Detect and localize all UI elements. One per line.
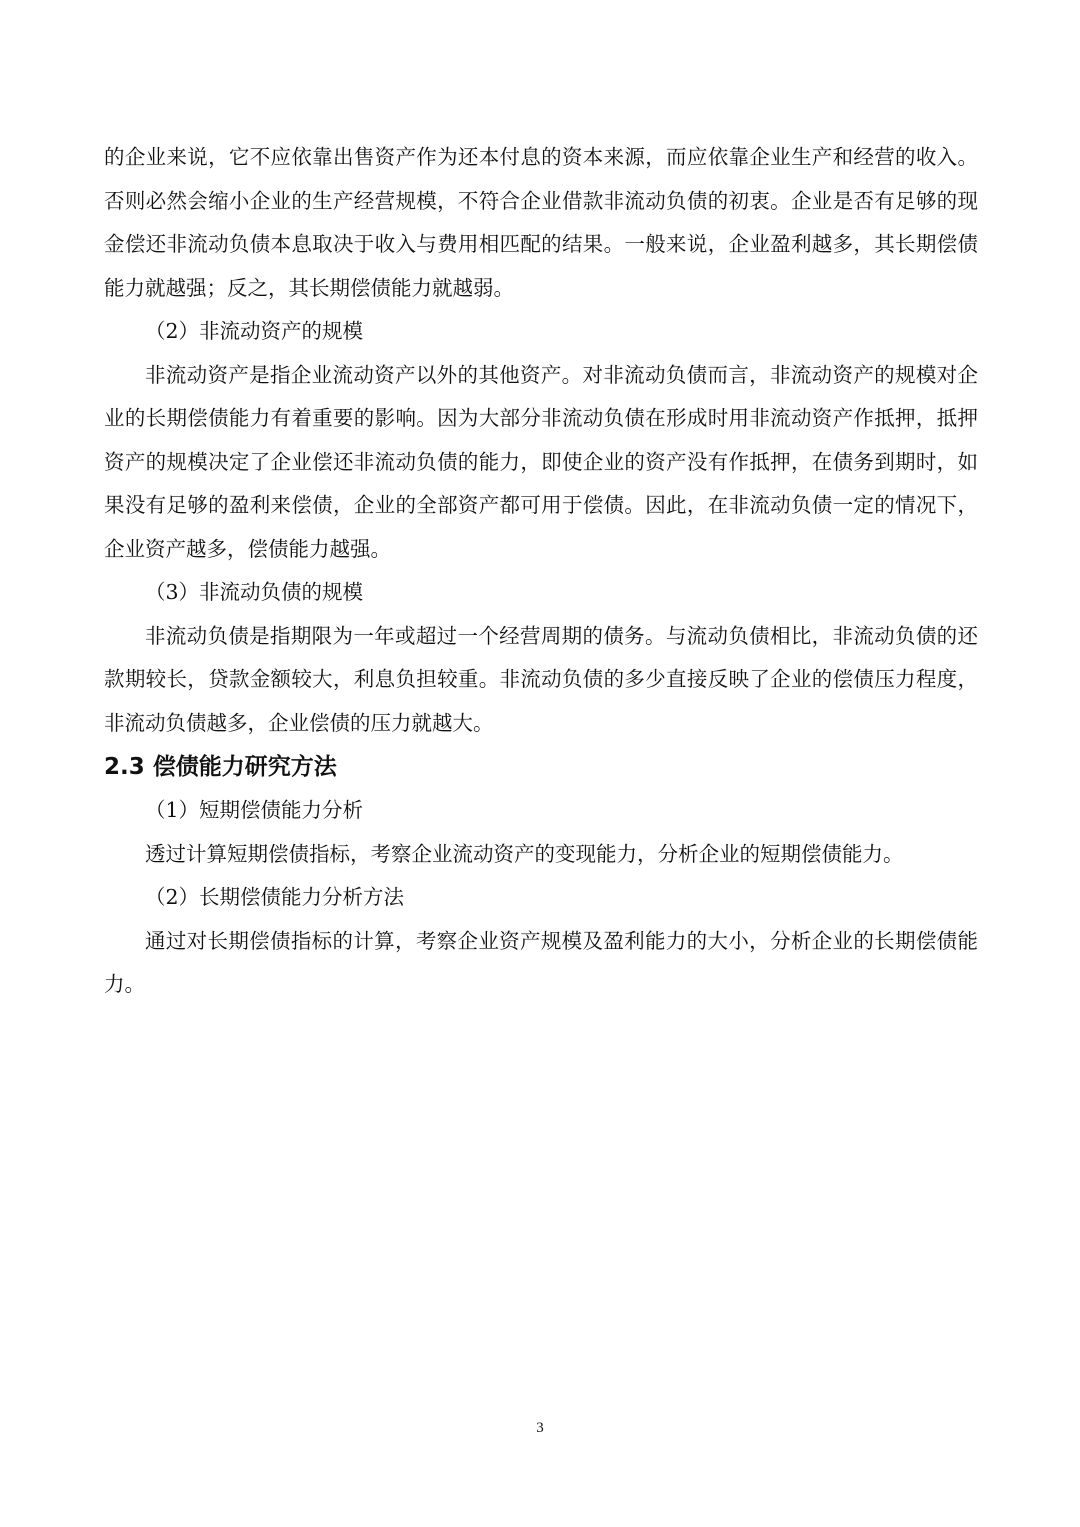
paragraph-long-term-analysis: 通过对长期偿债指标的计算，考察企业资产规模及盈利能力的大小，分析企业的长期偿债能力。	[104, 928, 978, 996]
paragraph-profitability-continued: 的企业来说，它不应依靠出售资产作为还本付息的资本来源，而应依靠企业生产和经营的收入。否则必然会缩小企业的生产经营规模，不符合企业借款非流动负债的初衷。企业是否有足够的现金偿还非流动负债本息取决于收入与费用相匹配的结果。一般来说，企业盈利越多，其长期偿债能力就越强；反之，其长期偿债能力就越弱。	[104, 145, 978, 300]
section-heading-research-methods: 2.3 偿债能力研究方法	[104, 754, 337, 780]
paragraph-noncurrent-asset-scale: 非流动资产是指企业流动资产以外的其他资产。对非流动负债而言，非流动资产的规模对企业的长期偿债能力有着重要的影响。因为大部分非流动负债在形成时用非流动资产作抵押，抵押资产的规模决定了企业偿还非流动负债的能力，即使企业的资产没有作抵押，在债务到期时，如果没有足够的盈利来偿债，企业的全部资产都可用于偿债。因此，在非流动负债一定的情况下，企业资产越多，偿债能力越强。	[104, 362, 978, 561]
subheading-long-term-analysis: （2）长期偿债能力分析方法	[145, 885, 405, 909]
page-body	[104, 136, 978, 1007]
subheading-short-term-analysis: （1）短期偿债能力分析	[145, 798, 364, 822]
subheading-noncurrent-asset-scale: （2）非流动资产的规模	[145, 319, 364, 343]
paragraph-noncurrent-liability-scale: 非流动负债是指期限为一年或超过一个经营周期的债务。与流动负债相比，非流动负债的还款期较长，贷款金额较大，利息负担较重。非流动负债的多少直接反映了企业的偿债压力程度，非流动负债越多，企业偿债的压力就越大。	[104, 623, 978, 735]
paragraph-short-term-analysis: 透过计算短期偿债指标，考察企业流动资产的变现能力，分析企业的短期偿债能力。	[145, 841, 904, 866]
page-number: 3	[536, 1420, 544, 1436]
subheading-noncurrent-liability-scale: （3）非流动负债的规模	[145, 580, 364, 604]
